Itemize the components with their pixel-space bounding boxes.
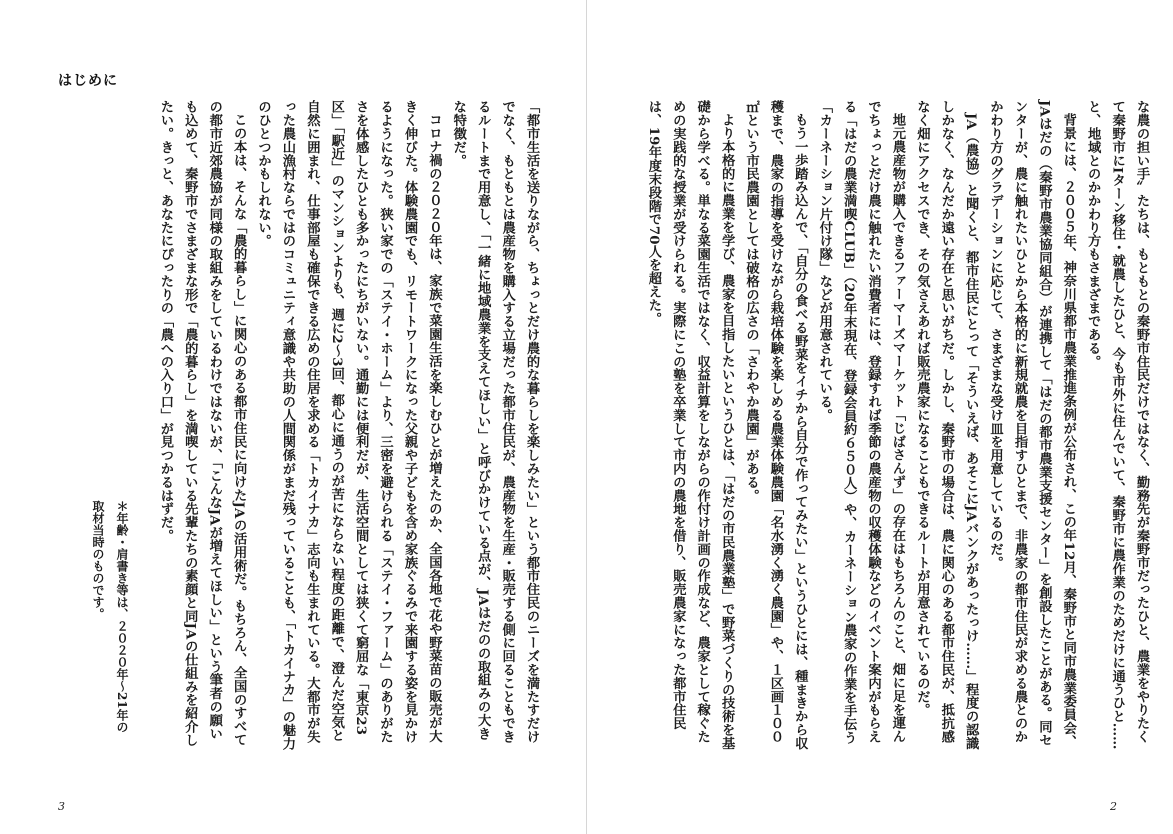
right-paragraph-3: JA（農協）と聞くと、都市住民にとって「そういえば、あそこにJAバンクがあったっけ……」程度の認識しかなく、なんだか遠い存在と思いがちだ。しかし、秦野市の場合は、農に関心のある都市住民が、抵抗感なく畑にアクセスでき、その気さえあれば販売農家になることもできるルートが用意されているのだ。	[914, 100, 979, 750]
page-number-right: 2	[1110, 800, 1117, 813]
footnote: ＊年齢・肩書き等は、２０２０年～21年の取材当時のものです。	[91, 500, 129, 733]
left-paragraph-1: 「都市生活を送りながら、ちょっとだけ農的な暮らしを楽しみたい」という都市住民のニーズを満たすだけでなく、もともとは農産物を購入する立場だった都市住民が、農産物を生産・販売する側に回ることもできるルートまで用意し、「一緒に地域農業を支えてほしい」と呼びかけている点が、JAはだのの取組みの大きな特徴だ。	[450, 100, 539, 744]
left-paragraph-3: この本は、そんな「農的暮らし」に関心のある都市住民に向けたJAの活用術だ。もちろん、全国のすべての都市近郊農協が同様の取組みをしているわけではないが、「こんなJAが増えてほしい」という筆者の願いも込めて、秦野市でさまざまな形で「農的暮らし」を満喫している先輩たちの素顔と同JAの仕組みを紹介したい。きっと、あなたにぴったりの「農への入り口」が見つかるはずだ。	[157, 100, 247, 747]
page-number-left: 3	[58, 800, 65, 813]
right-paragraph-4: 地元農産物が購入できるファーマーズマーケット「じばさんず」の存在はもちろんのこと、畑に足を運んでちょっとだけ農に触れたい消費者には、登録すれば季節の農産物の収穫体験などのイベント案内がもらえる「はだの農業満喫CLUB」（20年末現在、登録会員約６５０人）や、カーネーション農家の作業を手伝う「カーネーション片付け隊」などが用意されている。	[816, 100, 905, 745]
right-paragraph-5: もう一歩踏み込んで、「自分の食べる野菜をイチから自分で作ってみたい」というひとには、種まきから収穫まで、農家の指導を受けながら栽培体験を楽しめる農業体験農園「名水湧く湧く農園」や、１区画１００㎡という市民農園としては破格の広さの「さわやか農園」がある。	[743, 100, 808, 750]
right-page	[587, 0, 1173, 834]
right-paragraph-1: な農の担い手〟たちは、もともとの秦野市住民だけではなく、勤務先が秦野市だったひと、農業をやりたくて秦野市にIターン移住・就農したひと、今も市外に住んでいて、秦野市に農作業のためだけに通うひと……と、地域とのかかわり方もさまざまである。	[1085, 100, 1149, 750]
right-paragraph-2: 背景には、２００５年、神奈川県都市農業推進条例が公布され、この年12月、秦野市と同市農業委員会、JAはだの（秦野市農業協同組合）が連携して「はだの都市農業支援センター」を創設したことがある。同センターが、農に触れたいひとから本格的に新規就農を目指すひとまで、非農家の都市住民が求める農とのかかわり方のグラデーションに応じて、さまざまな受け皿を用意しているのだ。	[987, 100, 1076, 749]
left-paragraph-2: コロナ禍の２０２０年は、家族で菜園生活を楽しむひとが増えたのか、全国各地で花や野菜苗の販売が大きく伸びた。体験農園でも、リモートワークになった父親や子どもを含め家族ぐるみで来園する姿を見かけるようになった。狭い家での「ステイ・ホーム」より、三密を避けられる「ステイ・ファーム」のありがたさを体感したひとも多かったにちがいない。通勤には便利だが、生活空間としては狭くて窮屈な「東京23区」「駅近」のマンションよりも、週に2～3回、都心に通うのが苦にならない程度の距離で、澄んだ空気と自然に囲まれ、仕事部屋も確保できる広めの住居を求める「トカイナカ」志向も生まれている。大都市が失った農山漁村ならではのコミュニティ意識や共助の人間関係がまだ残っていることも、「トカイナカ」の魅力のひとつかもしれない。	[255, 100, 442, 750]
right-paragraph-6: より本格的に農業を学び、農家を目指したいというひとは、「はだの市民農業塾」で野菜づくりの技術を基礎から学べる。単なる菜園生活ではなく、収益計算をしながらの作付け計画の作成など、農家として稼ぐための実践的な授業が受けられる。実際にこの塾を卒業して市内の農地を借り、販売農家になった都市住民は、19年度末段階で70人を超えた。	[645, 100, 735, 750]
left-page-body	[157, 100, 543, 750]
right-page-body	[613, 100, 1153, 750]
section-title: はじめに	[58, 73, 118, 89]
